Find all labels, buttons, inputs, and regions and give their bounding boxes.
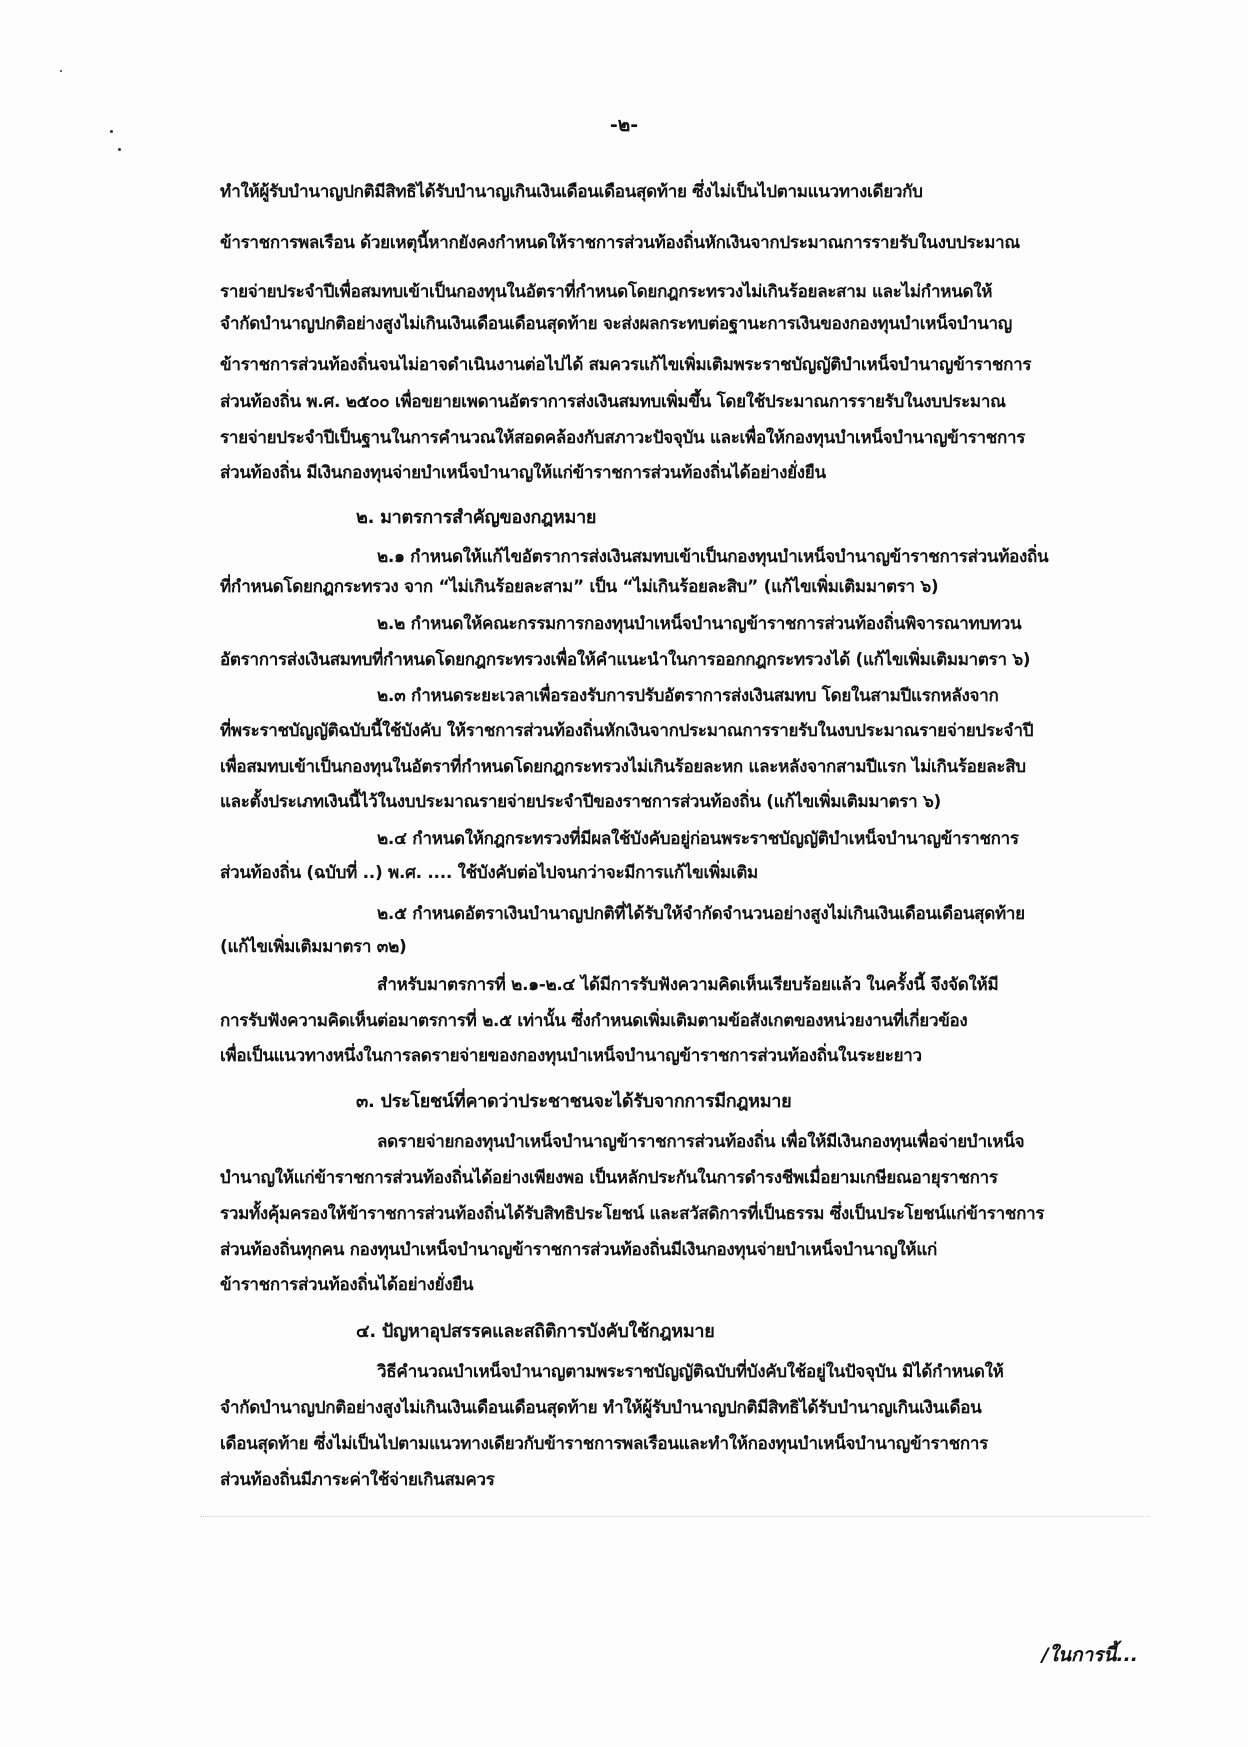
paragraph-line: ข้าราชการส่วนท้องถิ่นได้อย่างยั่งยืน bbox=[220, 1275, 474, 1295]
paragraph-line: จำกัดบำนาญปกติอย่างสูงไม่เกินเงินเดือนเดือนสุดท้าย จะส่งผลกระทบต่อฐานะการเงินของกองทุนบำเหน็จบำนาญ bbox=[220, 314, 1012, 334]
paragraph-line: การรับฟังความคิดเห็นต่อมาตรการที่ ๒.๕ เท่านั้น ซึ่งกำหนดเพิ่มเติมตามข้อสังเกตของหน่วยงานที่เกี่ยวข้อง bbox=[220, 1011, 968, 1031]
paragraph-line: ลดรายจ่ายกองทุนบำเหน็จบำนาญข้าราชการส่วนท้องถิ่น เพื่อให้มีเงินกองทุนเพื่อจ่ายบำเหน็จ bbox=[377, 1132, 1025, 1152]
paragraph-line: บำนาญให้แก่ข้าราชการส่วนท้องถิ่นได้อย่างเพียงพอ เป็นหลักประกันในการดำรงชีพเมื่อยามเกษียณอายุราชการ bbox=[220, 1168, 998, 1188]
paragraph-line: ๒.๒ กำหนดให้คณะกรรมการกองทุนบำเหน็จบำนาญข้าราชการส่วนท้องถิ่นพิจารณาทบทวน bbox=[377, 614, 1022, 634]
paragraph-line: รวมทั้งคุ้มครองให้ข้าราชการส่วนท้องถิ่นได้รับสิทธิประโยชน์ และสวัสดิการที่เป็นธรรม ซึ่งเป็นประโยชน์แก่ข้าราชการ bbox=[220, 1204, 1045, 1224]
paragraph-line: ส่วนท้องถิ่นมีภาระค่าใช้จ่ายเกินสมควร bbox=[220, 1470, 495, 1490]
paragraph-line: ส่วนท้องถิ่น (ฉบับที่ ..) พ.ศ. .... ใช้บังคับต่อไปจนกว่าจะมีการแก้ไขเพิ่มเติม bbox=[220, 863, 758, 883]
paragraph-line: ที่พระราชบัญญัติฉบับนี้ใช้บังคับ ให้ราชการส่วนท้องถิ่นหักเงินจากประมาณการรายรับในงบประมาณรายจ่ายประจำปี bbox=[220, 721, 1034, 741]
scan-artifact-rule bbox=[200, 1516, 1150, 1517]
section-heading: ๒. มาตรการสำคัญของกฎหมาย bbox=[356, 507, 597, 528]
paragraph-line: ส่วนท้องถิ่น พ.ศ. ๒๕๐๐ เพื่อขยายเพดานอัตราการส่งเงินสมทบเพิ่มขึ้น โดยใช้ประมาณการรายรับในงบประมาณ bbox=[220, 392, 1006, 412]
paragraph-line: ส่วนท้องถิ่น มีเงินกองทุนจ่ายบำเหน็จบำนาญให้แก่ข้าราชการส่วนท้องถิ่นได้อย่างยั่งยืน bbox=[220, 463, 826, 483]
paragraph-line: ๒.๕ กำหนดอัตราเงินบำนาญปกติที่ได้รับให้จำกัดจำนวนอย่างสูงไม่เกินเงินเดือนเดือนสุดท้าย bbox=[377, 904, 1025, 924]
paragraph-line: รายจ่ายประจำปีเป็นฐานในการคำนวณให้สอดคล้องกับสภาวะปัจจุบัน และเพื่อให้กองทุนบำเหน็จบำนาญข้าราชการ bbox=[220, 428, 1026, 448]
paragraph-line: จำกัดบำนาญปกติอย่างสูงไม่เกินเงินเดือนเดือนสุดท้าย ทำให้ผู้รับบำนาญปกติมีสิทธิได้รับบำนาญเกินเงินเดือน bbox=[220, 1398, 982, 1418]
paragraph-line: เพื่อสมทบเข้าเป็นกองทุนในอัตราที่กำหนดโดยกฎกระทรวงไม่เกินร้อยละหก และหลังจากสามปีแรก ไม่เกินร้อยละสิบ bbox=[220, 757, 1026, 777]
section-heading: ๔. ปัญหาอุปสรรคและสถิติการบังคับใช้กฎหมาย bbox=[356, 1321, 715, 1342]
paragraph-line: ข้าราชการส่วนท้องถิ่นจนไม่อาจดำเนินงานต่อไปได้ สมควรแก้ไขเพิ่มเติมพระราชบัญญัติบำเหน็จบำนาญข้าราชการ bbox=[220, 355, 1032, 375]
paragraph-line: ส่วนท้องถิ่นทุกคน กองทุนบำเหน็จบำนาญข้าราชการส่วนท้องถิ่นมีเงินกองทุนจ่ายบำเหน็จบำนาญให้แก่ bbox=[220, 1240, 937, 1260]
paragraph-line: อัตราการส่งเงินสมทบที่กำหนดโดยกฎกระทรวงเพื่อให้คำแนะนำในการออกกฎกระทรวงได้ (แก้ไขเพิ่มเติมมาตรา ๖) bbox=[220, 650, 1031, 670]
section-heading: ๓. ประโยชน์ที่คาดว่าประชาชนจะได้รับจากการมีกฎหมาย bbox=[356, 1091, 792, 1112]
paragraph-line: รายจ่ายประจำปีเพื่อสมทบเข้าเป็นกองทุนในอัตราที่กำหนดโดยกฎกระทรวงไม่เกินร้อยละสาม และไม่กำหนดให้ bbox=[220, 282, 993, 302]
paragraph-line: (แก้ไขเพิ่มเติมมาตรา ๓๒) bbox=[220, 937, 407, 957]
paragraph-line: ข้าราชการพลเรือน ด้วยเหตุนี้หากยังคงกำหนดให้ราชการส่วนท้องถิ่นหักเงินจากประมาณการรายรับในงบประมาณ bbox=[220, 233, 1020, 253]
paragraph-line: ที่กำหนดโดยกฎกระทรวง จาก “ไม่เกินร้อยละสาม” เป็น “ไม่เกินร้อยละสิบ” (แก้ไขเพิ่มเติมมาตรา ๖) bbox=[220, 577, 939, 597]
paragraph-line: ๒.๔ กำหนดให้กฎกระทรวงที่มีผลใช้บังคับอยู่ก่อนพระราชบัญญัติบำเหน็จบำนาญข้าราชการ bbox=[377, 829, 1019, 849]
paragraph-line: เพื่อเป็นแนวทางหนึ่งในการลดรายจ่ายของกองทุนบำเหน็จบำนาญข้าราชการส่วนท้องถิ่นในระยะยาว bbox=[220, 1046, 922, 1066]
page-number: -๒- bbox=[609, 114, 639, 136]
scan-speck bbox=[118, 148, 121, 151]
paragraph-line: ทำให้ผู้รับบำนาญปกติมีสิทธิได้รับบำนาญเกินเงินเดือนเดือนสุดท้าย ซึ่งไม่เป็นไปตามแนวทางเดียวกับ bbox=[220, 182, 923, 202]
paragraph-line: ๒.๓ กำหนดระยะเวลาเพื่อรองรับการปรับอัตราการส่งเงินสมทบ โดยในสามปีแรกหลังจาก bbox=[377, 686, 999, 706]
paragraph-line: สำหรับมาตรการที่ ๒.๑-๒.๔ ได้มีการรับฟังความคิดเห็นเรียบร้อยแล้ว ในครั้งนี้ จึงจัดให้มี bbox=[377, 975, 999, 995]
scan-speck bbox=[60, 70, 62, 72]
paragraph-line: ๒.๑ กำหนดให้แก้ไขอัตราการส่งเงินสมทบเข้าเป็นกองทุนบำเหน็จบำนาญข้าราชการส่วนท้องถิ่น bbox=[377, 547, 1049, 567]
paragraph-line: วิธีคำนวณบำเหน็จบำนาญตามพระราชบัญญัติฉบับที่บังคับใช้อยู่ในปัจจุบัน มิได้กำหนดให้ bbox=[377, 1362, 1004, 1382]
paragraph-line: และตั้งประเภทเงินนี้ไว้ในงบประมาณรายจ่ายประจำปีของราชการส่วนท้องถิ่น (แก้ไขเพิ่มเติมมาตรา ๖) bbox=[220, 792, 941, 812]
paragraph-line: เดือนสุดท้าย ซึ่งไม่เป็นไปตามแนวทางเดียวกับข้าราชการพลเรือนและทำให้กองทุนบำเหน็จบำนาญข้าราชการ bbox=[220, 1434, 988, 1454]
continuation-marker: /ในการนี้... bbox=[1041, 1644, 1138, 1666]
